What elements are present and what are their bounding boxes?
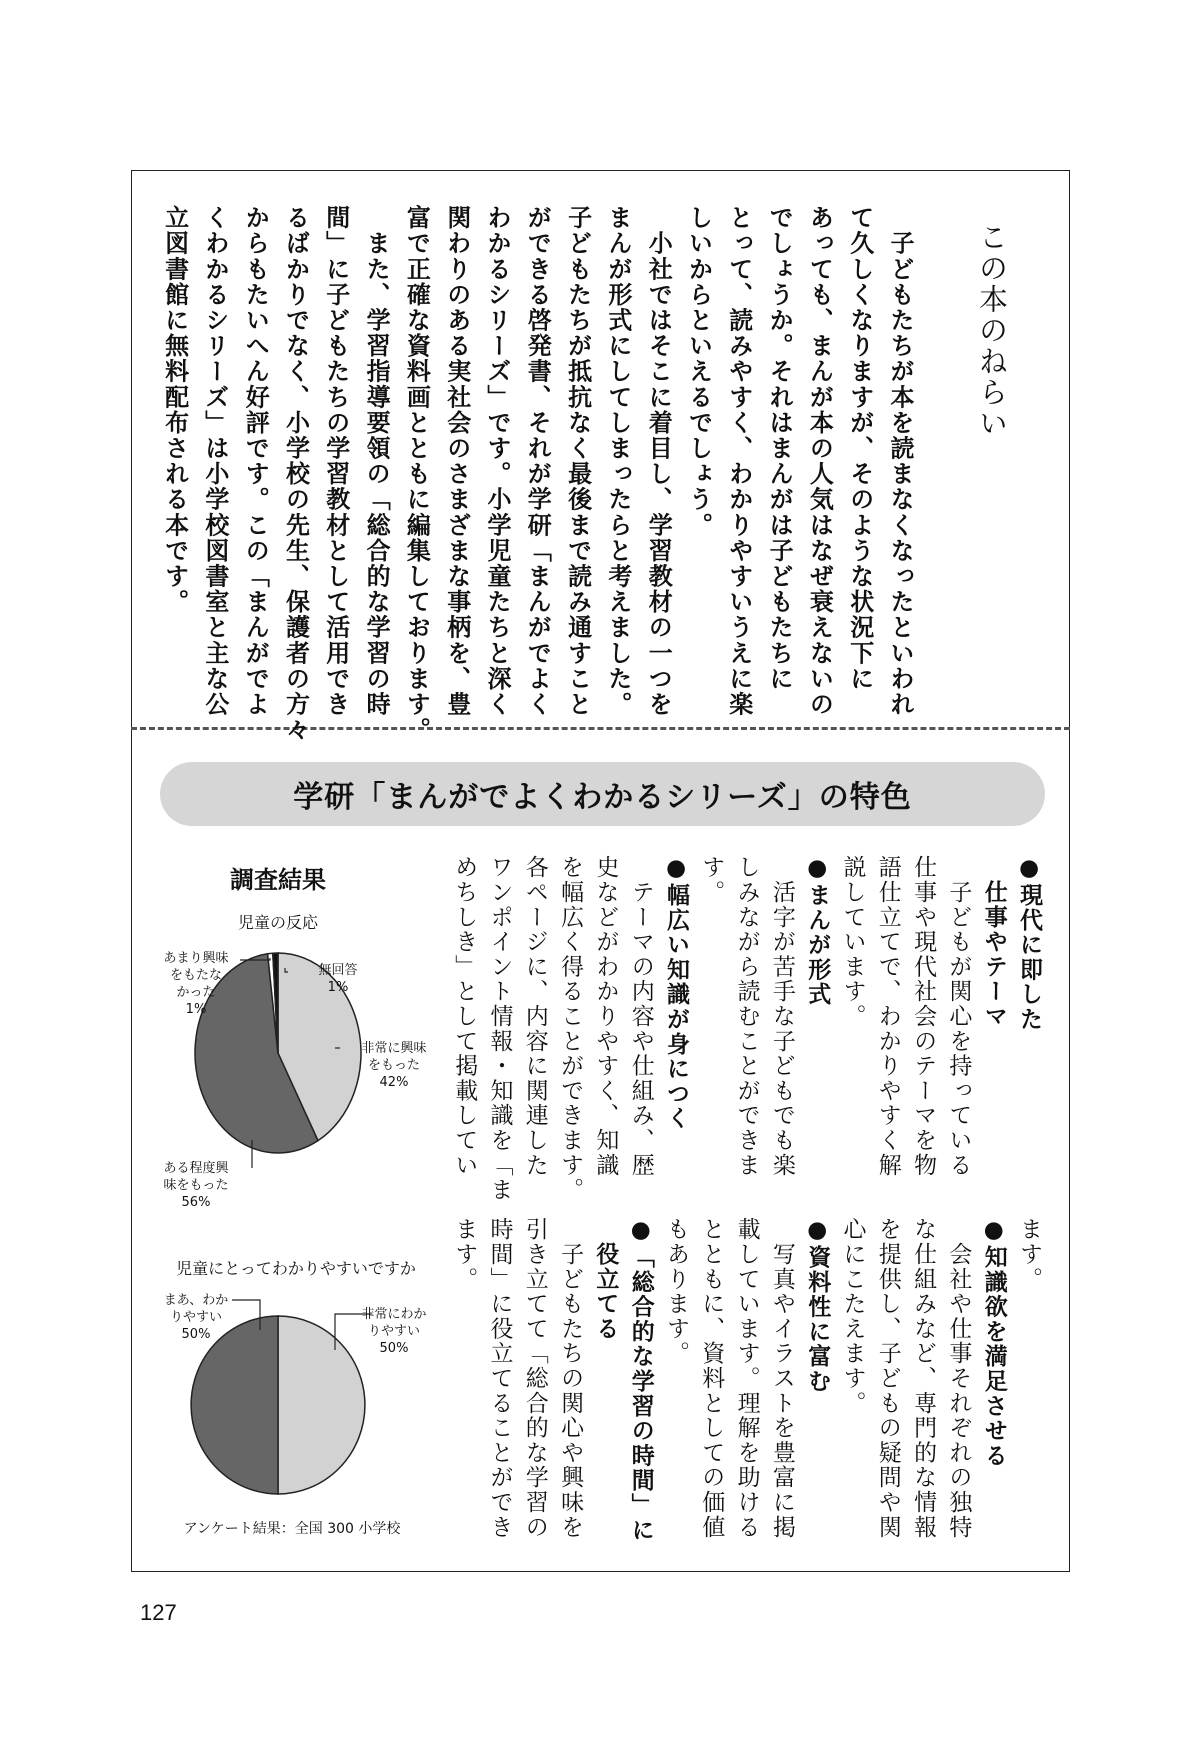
text-column: を提供し、子どもの疑問や関 [874,1217,901,1540]
text-column: テーマの内容や仕組み、歴 [627,855,654,1178]
pie-slice-label [361,1040,426,1091]
pie-label-line: あまり興味 [163,951,229,966]
text-column: 会社や仕事それぞれの独特 [945,1217,972,1540]
pie-label-line: 味をもった [163,1178,229,1193]
text-column: 仕事やテーマ [980,855,1007,1029]
text-column: 史などがわかりやすく、知識 [592,855,619,1178]
text-column: 立図書館に無料配布される本です。 [160,205,189,615]
intro-heading: この本のねらい [975,222,1009,439]
text-column: ができる啓発書、それが学研「まんがでよく [523,205,552,717]
text-column: 役立てる [592,1217,619,1341]
text-column: くわかるシリーズ」は小学校図書室と主な公 [200,205,229,717]
text-column: でしょうか。それはまんがは子どもたちに [765,205,794,692]
text-column: るばかりでなく、小学校の先生、保護者の方々 [281,205,310,743]
text-column: ます。 [1016,1217,1042,1292]
text-column: 心にこたえます。 [839,1217,866,1416]
pie-label-line: 非常に興味 [361,1041,427,1056]
text-column: あっても、まんが本の人気はなぜ衰えないの [805,205,834,717]
pie-slice-label [318,962,357,996]
pie-label-line: をもたな [169,968,223,983]
pie1-title: 児童の反応 [237,913,319,932]
text-column: て久しくなりますが、そのような状況下に [845,205,874,692]
text-column: 活字が苦手な子どもでも楽 [768,855,795,1178]
text-column: とともに、資料としての価値 [698,1217,725,1540]
banner-title: 学研「まんがでよくわかるシリーズ」の特色 [293,780,912,815]
text-column: ●資料性に富む [804,1217,831,1394]
text-column: また、学習指導要領の「総合的な学習の時 [362,205,391,717]
text-column: 仕事や現代社会のテーマを物 [910,855,937,1178]
text-column: ●現代に即した [1016,855,1042,1032]
text-column: す。 [698,855,725,905]
text-column: ●まんが形式 [804,855,831,1007]
text-column: 富で正確な資料画とともに編集しております。 [402,205,431,743]
text-column: からもたいへん好評です。この「まんがでよ [241,205,270,717]
pie-label-line: ある程度興 [163,1161,229,1176]
pie-slice-label [361,1306,426,1357]
page-number: 127 [140,1600,177,1625]
pie-slice-label [163,950,228,1018]
pie-label-line: をもった [367,1058,421,1073]
text-column: 載しています。理解を助ける [733,1217,760,1540]
pie-label-line: りやすい [169,1310,223,1325]
pie-slice-label [164,1292,228,1343]
text-column: しみながら読むことができま [733,855,760,1178]
survey-footnote: アンケート結果：全国 300 小学校 [183,1521,401,1537]
pie-label-line: りやすい [367,1324,421,1339]
text-column: な仕組みなど、専門的な情報 [910,1217,937,1540]
text-column: 子どもたちが抵抗なく最後まで読み通すこと [563,205,592,717]
text-column: 間」に子どもたちの学習教材として活用でき [321,205,350,717]
pie-label-line: 42% [379,1075,409,1090]
pie-label-line: 1% [327,980,349,995]
pie-label-line: 56% [181,1195,211,1210]
text-column: 各ページに、内容に関連した [521,855,548,1178]
text-column: 時間」に役立てることができ [486,1217,513,1540]
text-column: 子どもが関心を持っている [945,855,972,1178]
text-column: ワンポイント情報・知識を「ま [486,855,513,1203]
pie-label-line: かった [176,985,216,1000]
text-column: しいからといえるでしょう。 [684,205,713,538]
text-column: ます。 [451,1217,478,1292]
pie-label-line: 無回答 [318,963,358,978]
pie-label-line: 1% [185,1002,207,1017]
text-column: 引き立てて「総合的な学習の [521,1217,548,1540]
text-column: とって、読みやすく、わかりやすいうえに楽 [724,205,753,717]
pie-label-line: 非常にわか [361,1307,427,1322]
pie-label-line: 50% [379,1341,409,1356]
text-column: 語仕立てで、わかりやすく解 [874,855,901,1178]
text-column: ●「総合的な学習の時間」に [627,1217,654,1543]
text-column: 子どもたちの関心や興味を [557,1217,584,1540]
text-column: を幅広く得ることができます。 [557,855,584,1203]
survey-title: 調査結果 [230,866,326,894]
text-column: 小社ではそこに着目し、学習教材の一つを [644,205,673,717]
pie-label-line: まあ、わか [163,1293,229,1308]
text-column: 説しています。 [839,855,866,1029]
pie-slice-label [163,1160,228,1211]
text-column: 関わりのある実社会のさまざまな事柄を、豊 [442,205,471,717]
text-column: ●幅広い知識が身につく [663,855,689,1131]
text-column: めちしき」として掲載してい [451,855,478,1178]
text-column: まんが形式にしてしまったらと考えました。 [603,205,632,717]
text-column: もあります。 [663,1217,689,1366]
text-column: 写真やイラストを豊富に掲 [768,1217,795,1540]
text-column: 子どもたちが本を読まなくなったといわれ [886,205,914,717]
text-column: ●知識欲を満足させる [980,1217,1007,1468]
pie2-title: 児童にとってわかりやすいですか [176,1259,416,1278]
text-column: わかるシリーズ」です。小学児童たちと深く [483,205,511,717]
pie-slice [278,1316,365,1494]
pie-label-line: 50% [181,1327,211,1342]
